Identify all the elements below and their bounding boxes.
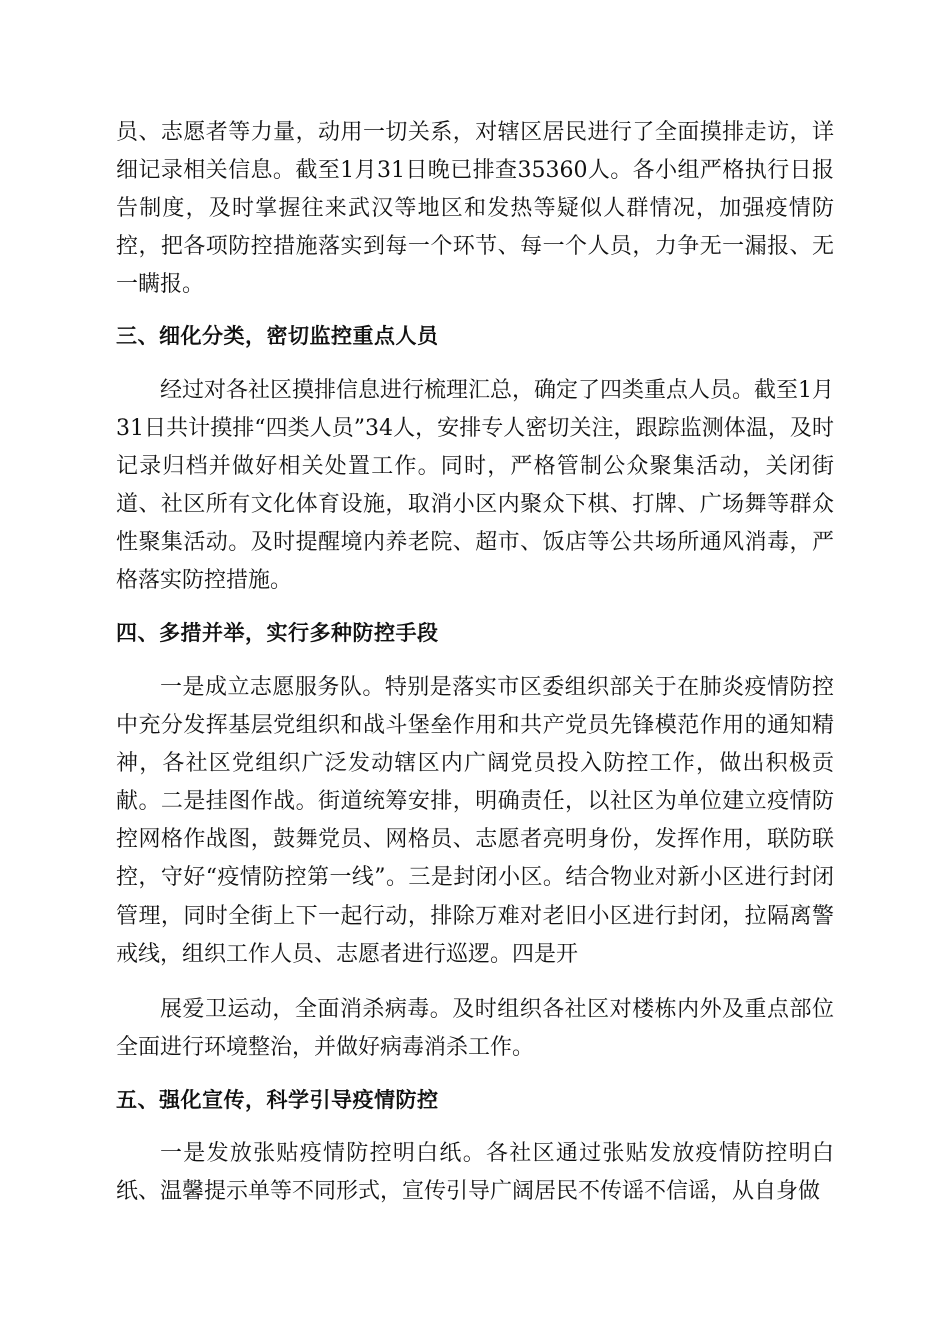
paragraph-measures: 一是成立志愿服务队。特别是落实市区委组织部关于在肺炎疫情防控中充分发挥基层党组织和战斗堡垒作用和共产党员先锋模范作用的通知精神，各社区党组织广泛发动辖区内广阔党员投入防控工作，做出积极贡献。二是挂图作战。街道统筹安排，明确责任，以社区为单位建立疫情防控网格作战图，鼓舞党员、网格员、志愿者亮明身份，发挥作用，联防联控，守好“疫情防控第一线”。三是封闭小区。结合物业对新小区进行封闭管理，同时全街上下一起行动，排除万难对老旧小区进行封闭，拉隔离警戒线，组织工作人员、志愿者进行巡逻。四是开 (116, 675, 834, 967)
paragraph-publicity: 一是发放张贴疫情防控明白纸。各社区通过张贴发放疫情防控明白纸、温馨提示单等不同形式，宣传引导广阔居民不传谣不信谣，从自身做 (116, 1141, 834, 1205)
paragraph-key-persons: 经过对各社区摸排信息进行梳理汇总，确定了四类重点人员。截至1月31日共计摸排“四类人员”34人，安排专人密切关注，跟踪监测体温，及时记录归档并做好相关处置工作。同时，严格管制公众聚集活动，关闭街道、社区所有文化体育设施，取消小区内聚众下棋、打牌、广场舞等群众性聚集活动。及时提醒境内养老院、超市、饭店等公共场所通风消毒，严格落实防控措施。 (116, 378, 834, 594)
section-heading-3: 三、细化分类，密切监控重点人员 (116, 324, 439, 348)
paragraph-screening: 员、志愿者等力量，动用一切关系，对辖区居民进行了全面摸排走访，详细记录相关信息。截至1月31日晚已排查35360人。各小组严格执行日报告制度，及时掌握往来武汉等地区和发热等疑似人群情况，加强疫情防控，把各项防控措施落实到每一个环节、每一个人员，力争无一漏报、无一瞒报。 (116, 120, 834, 298)
section-heading-4: 四、多措并举，实行多种防控手段 (116, 621, 439, 645)
section-heading-5: 五、强化宣传，科学引导疫情防控 (116, 1088, 439, 1112)
paragraph-sanitation: 展爱卫运动，全面消杀病毒。及时组织各社区对楼栋内外及重点部位全面进行环境整治，并做好病毒消杀工作。 (116, 997, 834, 1061)
